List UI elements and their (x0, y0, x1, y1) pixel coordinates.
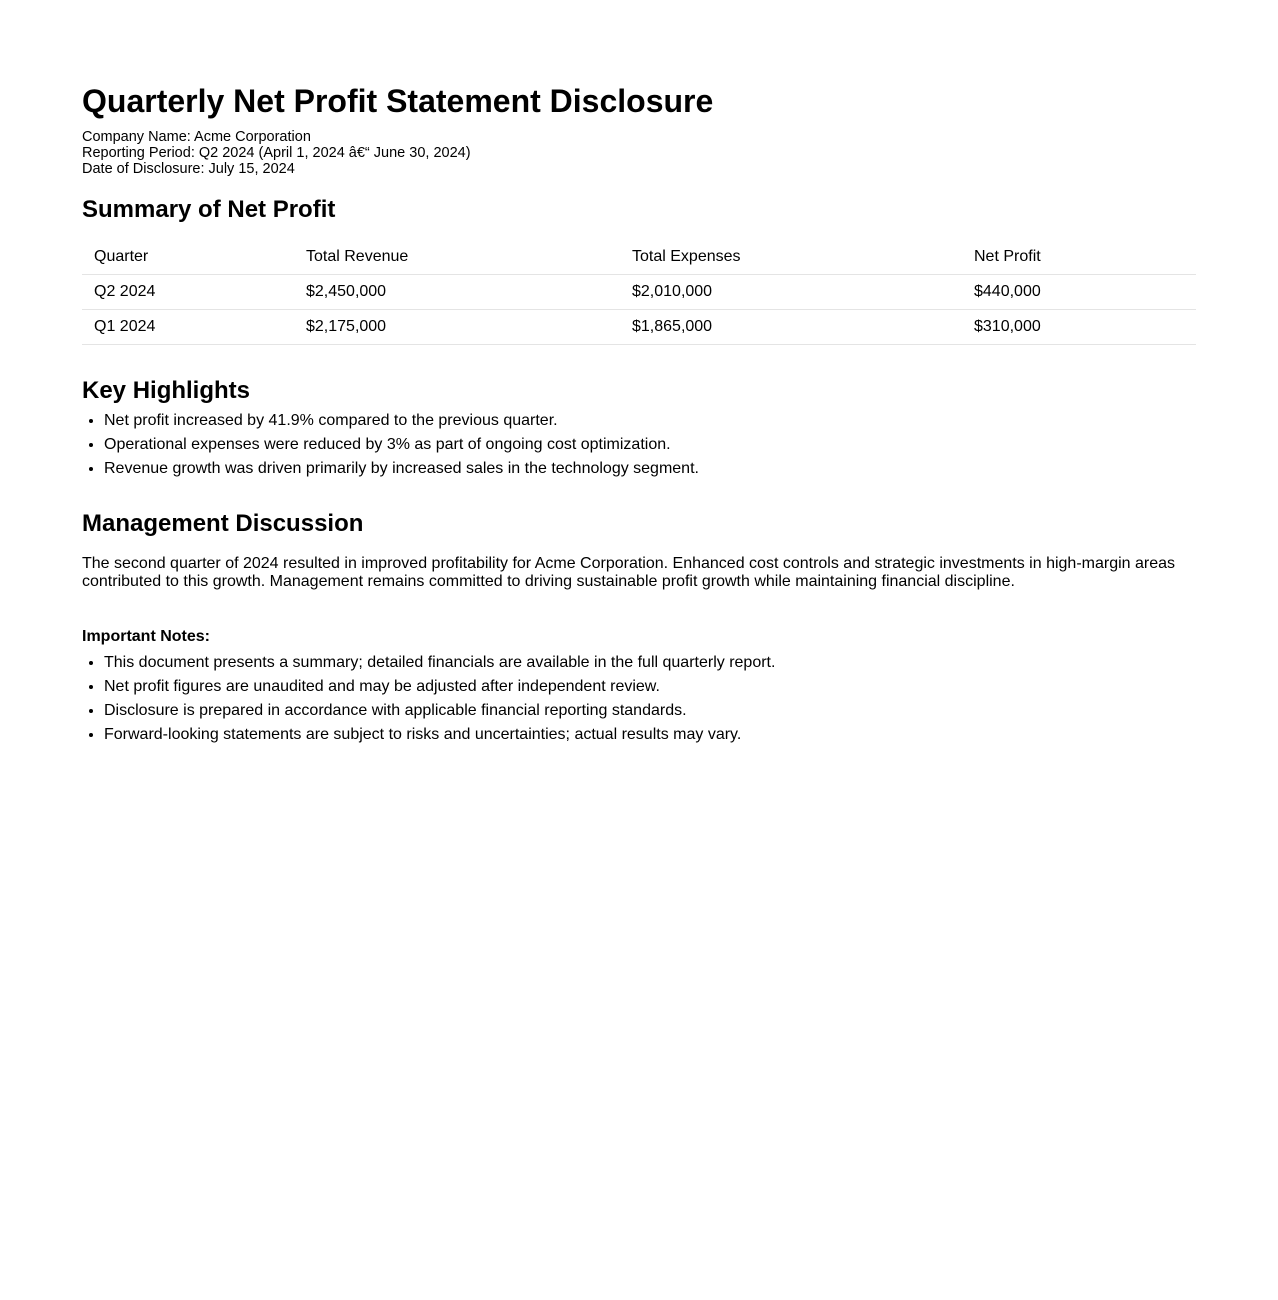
notes-label: Important Notes: (82, 628, 210, 645)
highlights-heading: Key Highlights (82, 377, 251, 404)
disclosure-date: Date of Disclosure: July 15, 2024 (82, 161, 295, 177)
cell-total-revenue: $2,450,000 (294, 275, 620, 310)
list-item: • Forward-looking statements are subject to risks and uncertainties; actual results may vary. (104, 723, 1196, 747)
company-name: Company Name: Acme Corporation (82, 129, 311, 145)
cell-quarter: Q1 2024 (82, 310, 294, 345)
management-heading: Management Discussion (82, 510, 364, 537)
cell-total-expenses: $1,865,000 (620, 310, 962, 345)
table-header-row (82, 239, 1196, 275)
column-header-net-profit: Net Profit (962, 239, 1196, 275)
cell-net-profit: $310,000 (962, 310, 1196, 345)
table-row (82, 310, 1196, 345)
table-row (82, 275, 1196, 310)
cell-total-expenses: $2,010,000 (620, 275, 962, 310)
page-title: Quarterly Net Profit Statement Disclosure (82, 83, 714, 119)
list-item: • Net profit increased by 41.9% compared to the previous quarter. (104, 409, 1196, 433)
list-item: • Revenue growth was driven primarily by increased sales in the technology segment. (104, 457, 1196, 481)
document-meta (82, 129, 1196, 177)
list-item: • This document presents a summary; detailed financials are available in the full quarterly report. (104, 651, 1196, 675)
notes-list (82, 651, 1196, 747)
column-header-total-revenue: Total Revenue (294, 239, 620, 275)
column-header-quarter: Quarter (82, 239, 294, 275)
net-profit-table (82, 239, 1196, 345)
management-paragraph: The second quarter of 2024 resulted in improved profitability for Acme Corporation. Enhanced cost controls and strategic investments in high-margin areas contributed to this growth. Management remains committed to driving sustainable profit growth while maintaining financial discipline. (82, 555, 1176, 590)
list-item: • Net profit figures are unaudited and may be adjusted after independent review. (104, 675, 1196, 699)
summary-heading: Summary of Net Profit (82, 196, 336, 223)
disclosure-document (82, 82, 1196, 747)
list-item: • Operational expenses were reduced by 3% as part of ongoing cost optimization. (104, 433, 1196, 457)
cell-total-revenue: $2,175,000 (294, 310, 620, 345)
highlights-list (82, 409, 1196, 481)
cell-quarter: Q2 2024 (82, 275, 294, 310)
reporting-period: Reporting Period: Q2 2024 (April 1, 2024 â€“ June 30, 2024) (82, 145, 471, 161)
cell-net-profit: $440,000 (962, 275, 1196, 310)
list-item: • Disclosure is prepared in accordance with applicable financial reporting standards. (104, 699, 1196, 723)
column-header-total-expenses: Total Expenses (620, 239, 962, 275)
